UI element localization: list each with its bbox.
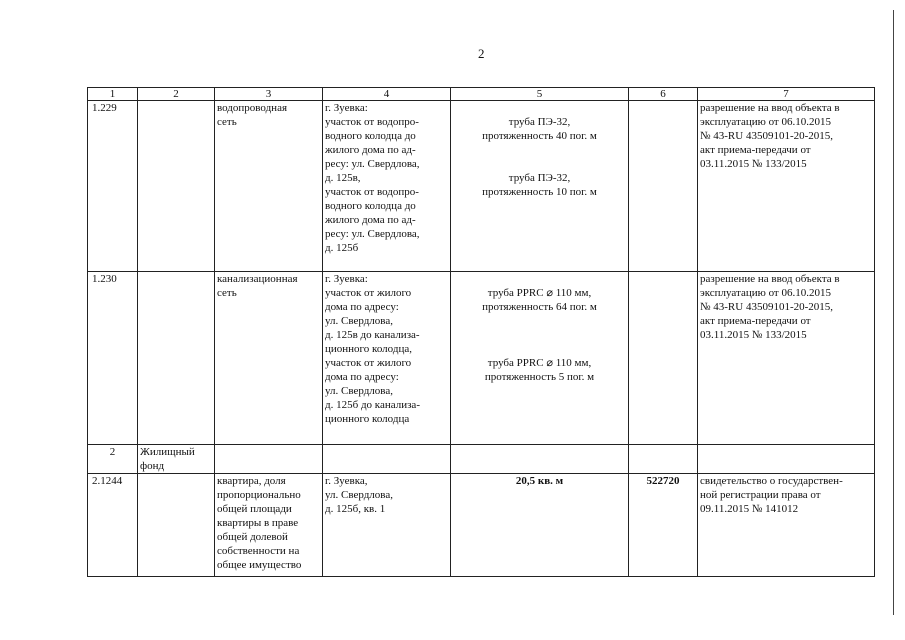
row-document: разрешение на ввод объекта в эксплуатацию от 06.10.2015 № 43-RU 43509101-20-2015, акт приема-передачи от 03.11.2015 № 133/2015 (698, 101, 875, 272)
col-header-1: 1 (88, 88, 138, 101)
spec-second: труба PPRC ⌀ 110 мм, протяженность 5 пог. м (484, 357, 595, 383)
header-row (88, 88, 875, 101)
row-document: разрешение на ввод объекта в эксплуатацию от 06.10.2015 № 43-RU 43509101-20-2015, акт приема-передачи от 03.11.2015 № 133/2015 (698, 272, 875, 445)
row-number: 2 (88, 445, 138, 474)
row-address: г. Зуевка: участок от жилого дома по адресу: ул. Свердлова, д. 125в до канализа- ционного колодца, участок от жилого дома по адресу: ул. Свердлова, д. 125б до канализа- ционного колодца (323, 272, 451, 445)
spec-first: труба PPRC ⌀ 110 мм, протяженность 64 пог. м (482, 287, 597, 313)
row-category (138, 272, 215, 445)
row-number: 1.229 (88, 101, 138, 272)
row-number: 2.1244 (88, 474, 138, 577)
spec-first: труба ПЭ-32, протяженность 40 пог. м (482, 116, 597, 142)
row-address: г. Зуевка, ул. Свердлова, д. 125б, кв. 1 (323, 474, 451, 577)
col-header-2: 2 (138, 88, 215, 101)
row-number: 1.230 (88, 272, 138, 445)
table-row (88, 101, 875, 272)
row-category: Жилищный фонд (138, 445, 215, 474)
table-row (88, 272, 875, 445)
col-header-4: 4 (323, 88, 451, 101)
row-object-name: квартира, доля пропорционально общей площади квартиры в праве общей долевой собственности на общее имущество (215, 474, 323, 577)
row-object-name (215, 445, 323, 474)
row-value: 522720 (629, 474, 698, 577)
page-number: 2 (478, 46, 485, 61)
spec-second: труба ПЭ-32, протяженность 10 пог. м (482, 172, 597, 198)
row-value (629, 101, 698, 272)
scan-edge-line (893, 10, 894, 615)
row-specification (451, 445, 629, 474)
row-address: г. Зуевка: участок от водопро- водного колодца до жилого дома по ад- ресу: ул. Свердлова, д. 125в, участок от водопро- водного колодца до жилого дома по ад- ресу: ул. Свердлова, д. 125б (323, 101, 451, 272)
row-specification (451, 101, 629, 272)
row-category (138, 474, 215, 577)
row-specification (451, 272, 629, 445)
table-row (88, 474, 875, 577)
row-value (629, 272, 698, 445)
row-address (323, 445, 451, 474)
row-object-name: канализационная сеть (215, 272, 323, 445)
row-document: свидетельство о государствен- ной регистрации права от 09.11.2015 № 141012 (698, 474, 875, 577)
col-header-5: 5 (451, 88, 629, 101)
property-registry-table (87, 87, 875, 577)
col-header-7: 7 (698, 88, 875, 101)
row-specification (451, 474, 629, 577)
spec-first: 20,5 кв. м (515, 475, 564, 487)
col-header-6: 6 (629, 88, 698, 101)
table-row (88, 445, 875, 474)
row-document (698, 445, 875, 474)
row-object-name: водопроводная сеть (215, 101, 323, 272)
row-value (629, 445, 698, 474)
col-header-3: 3 (215, 88, 323, 101)
row-category (138, 101, 215, 272)
